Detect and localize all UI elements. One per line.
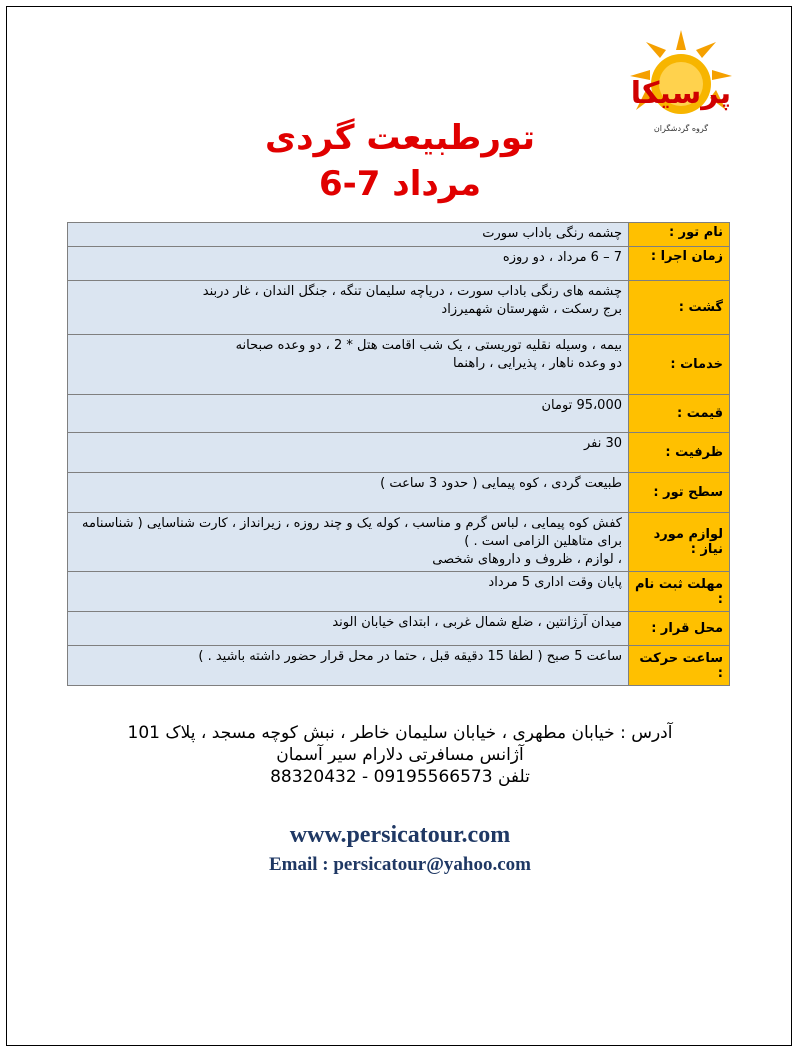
info-row-value: 7 – 6 مرداد ، دو روزه [68, 247, 629, 281]
info-row [68, 433, 730, 473]
info-row-label: سطح تور : [629, 473, 730, 513]
website-link[interactable]: www.persicatour.com [289, 822, 511, 848]
info-row-value: ساعت 5 صبح ( لطفا 15 دقیقه قبل ، حتما در محل قرار حضور داشته باشید . ) [68, 646, 629, 686]
info-row [68, 395, 730, 433]
info-row-label: زمان اجرا : [629, 247, 730, 281]
info-row-value: طبیعت گردی ، کوه پیمایی ( حدود 3 ساعت ) [68, 473, 629, 513]
info-row-label: ساعت حرکت : [629, 646, 730, 686]
info-row-value: چشمه های رنگی باداب سورت ، دریاچه سلیمان تنگه ، جنگل الندان ، غار دربند برج رسکت ، شهرستان شهمیرزاد [68, 281, 629, 335]
info-row [68, 646, 730, 686]
info-row-value: بیمه ، وسیله نقلیه توریستی ، یک شب اقامت هتل * 2 ، دو وعده صبحانه دو وعده ناهار ، پذیرایی ، راهنما [68, 335, 629, 395]
address-text: آدرس : خیابان مطهری ، خیابان سلیمان خاطر ، نبش کوچه مسجد ، پلاک 101 [127, 723, 673, 743]
tour-info-table [67, 222, 730, 686]
info-row-label: محل قرار : [629, 612, 730, 646]
info-row-label: خدمات : [629, 335, 730, 395]
info-row-value: میدان آرژانتین ، ضلع شمال غربی ، ابتدای خیابان الوند [68, 612, 629, 646]
info-row-value: کفش کوه پیمایی ، لباس گرم و مناسب ، کوله یک و چند روزه ، زیرانداز ، کارت شناسایی ( شناسنامه برای متاهلین الزامی است . ) ، لوازم ، ظروف و داروهای شخصی [68, 513, 629, 572]
info-row [68, 281, 730, 335]
info-row-label: لوازم مورد نیاز : [629, 513, 730, 572]
address-block [0, 722, 800, 788]
info-row-label: مهلت ثبت نام : [629, 572, 730, 612]
info-row-value: 30 نفر [68, 433, 629, 473]
logo-subtitle: گروه گردشگران [653, 124, 709, 133]
info-row-label: نام تور : [629, 223, 730, 247]
logo-brand-text: پرسیکا [630, 76, 732, 111]
info-row [68, 223, 730, 247]
email-link[interactable]: Email : persicatour@yahoo.com [268, 854, 531, 875]
agency-name: آژانس مسافرتی دلارام سیر آسمان [276, 745, 524, 765]
info-row [68, 612, 730, 646]
info-row [68, 513, 730, 572]
info-row [68, 247, 730, 281]
tour-title: تورطبیعت گردی [265, 118, 535, 158]
info-row-label: قیمت : [629, 395, 730, 433]
info-row [68, 473, 730, 513]
info-row [68, 572, 730, 612]
info-row-label: گشت : [629, 281, 730, 335]
info-row [68, 335, 730, 395]
phone-text: تلفن 09195566573 - 88320432 [270, 767, 530, 787]
tour-date: 6-7 مرداد [318, 164, 482, 204]
info-row-value: چشمه رنگی باداب سورت [68, 223, 629, 247]
info-row-value: پایان وقت اداری 5 مرداد [68, 572, 629, 612]
info-row-value: 95،000 تومان [68, 395, 629, 433]
info-row-label: ظرفیت : [629, 433, 730, 473]
